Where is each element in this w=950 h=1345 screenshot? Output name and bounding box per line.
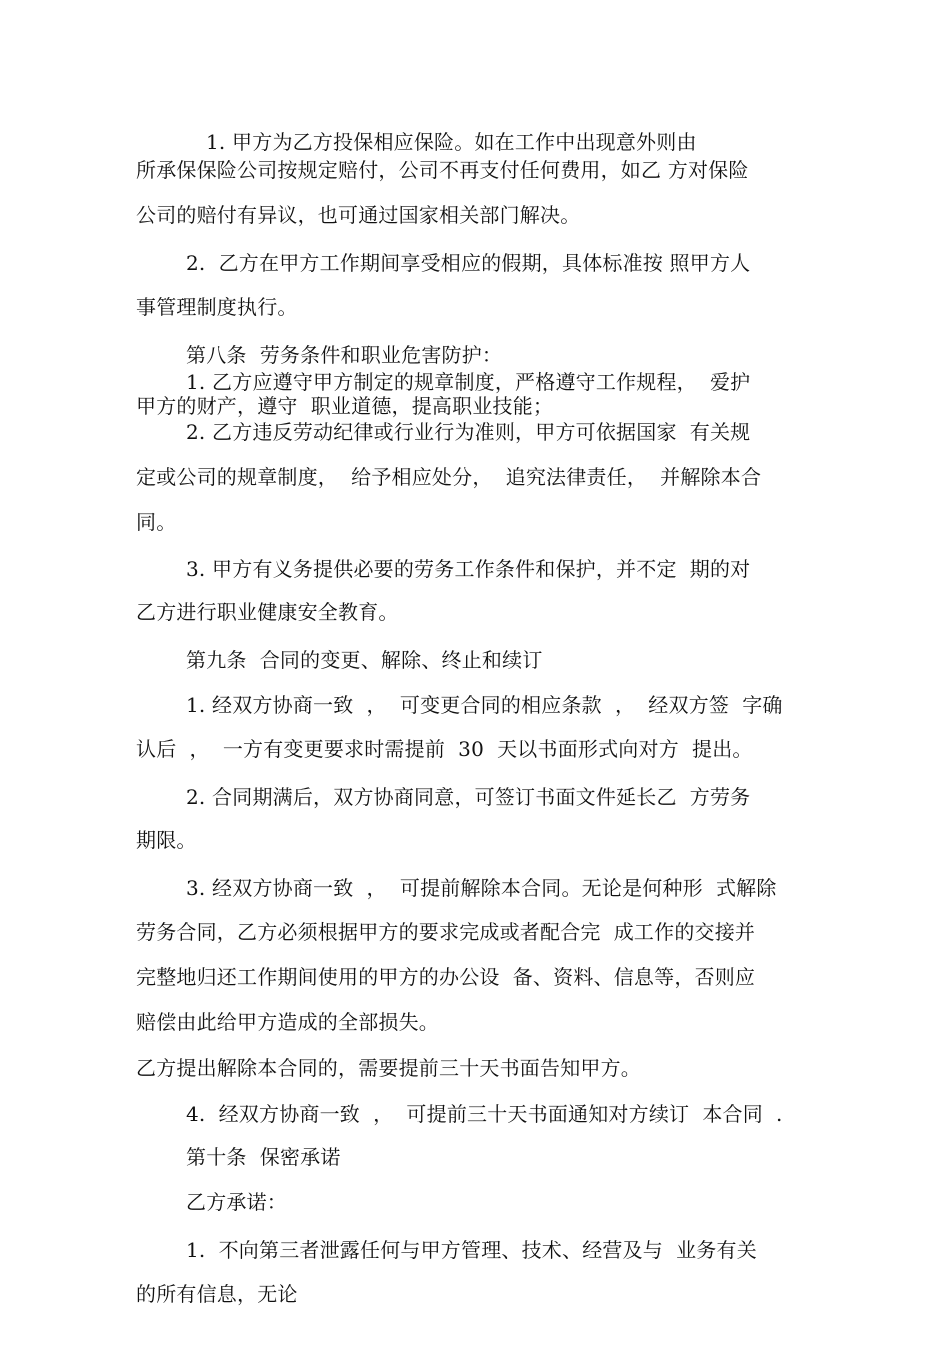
- text-line: 完整地归还工作期间使用的甲方的办公设 备、资料、信息等，否则应: [136, 965, 756, 989]
- text-line: 甲方的财产，遵守 职业道德，提高职业技能；: [136, 394, 554, 418]
- text-line: 事管理制度执行。: [136, 295, 298, 319]
- text-line: 3. 经双方协商一致 ， 可提前解除本合同。无论是何种形 式解除: [186, 876, 777, 900]
- section-heading: 第八条 劳务条件和职业危害防护：: [186, 343, 503, 367]
- text-line: 所承保保险公司按规定赔付，公司不再支付任何费用，如乙 方对保险: [136, 158, 749, 182]
- text-line: 2. 乙方在甲方工作期间享受相应的假期，具体标准按 照甲方人: [186, 251, 751, 275]
- text-line: 4. 经双方协商一致 ， 可提前三十天书面通知对方续订 本合同 .: [186, 1102, 783, 1126]
- text-line: 1. 不向第三者泄露任何与甲方管理、技术、经营及与 业务有关: [186, 1238, 757, 1262]
- text-line: 同。: [136, 510, 177, 534]
- text-line: 的所有信息，无论: [136, 1282, 298, 1306]
- text-line: 1. 经双方协商一致 ， 可变更合同的相应条款 ， 经双方签 字确: [186, 693, 783, 717]
- text-line: 劳务合同，乙方必须根据甲方的要求完成或者配合完 成工作的交接并: [136, 920, 756, 944]
- text-line: 乙方进行职业健康安全教育。: [136, 600, 399, 624]
- section-heading: 第九条 合同的变更、解除、终止和续订: [186, 648, 543, 672]
- text-line: 2. 乙方违反劳动纪律或行业行为准则，甲方可依据国家 有关规: [186, 420, 751, 444]
- text-line: 3. 甲方有义务提供必要的劳务工作条件和保护，并不定 期的对: [186, 557, 751, 581]
- text-line: 期限。: [136, 828, 197, 852]
- text-line: 乙方承诺：: [186, 1190, 287, 1214]
- text-line: 2. 合同期满后，双方协商同意，可签订书面文件延长乙 方劳务: [186, 785, 751, 809]
- section-heading: 第十条 保密承诺: [186, 1145, 341, 1169]
- text-line: 定或公司的规章制度， 给予相应处分， 追究法律责任， 并解除本合: [136, 465, 762, 489]
- text-line: 1. 乙方应遵守甲方制定的规章制度，严格遵守工作规程， 爱护: [186, 370, 751, 394]
- text-line: 乙方提出解除本合同的，需要提前三十天书面告知甲方。: [136, 1056, 641, 1080]
- text-line: 公司的赔付有异议，也可通过国家相关部门解决。: [136, 203, 581, 227]
- text-line: 赔偿由此给甲方造成的全部损失。: [136, 1010, 439, 1034]
- text-line: 认后 ， 一方有变更要求时需提前 30 天以书面形式向对方 提出。: [136, 737, 753, 761]
- text-line: 1. 甲方为乙方投保相应保险。如在工作中出现意外则由: [206, 130, 697, 154]
